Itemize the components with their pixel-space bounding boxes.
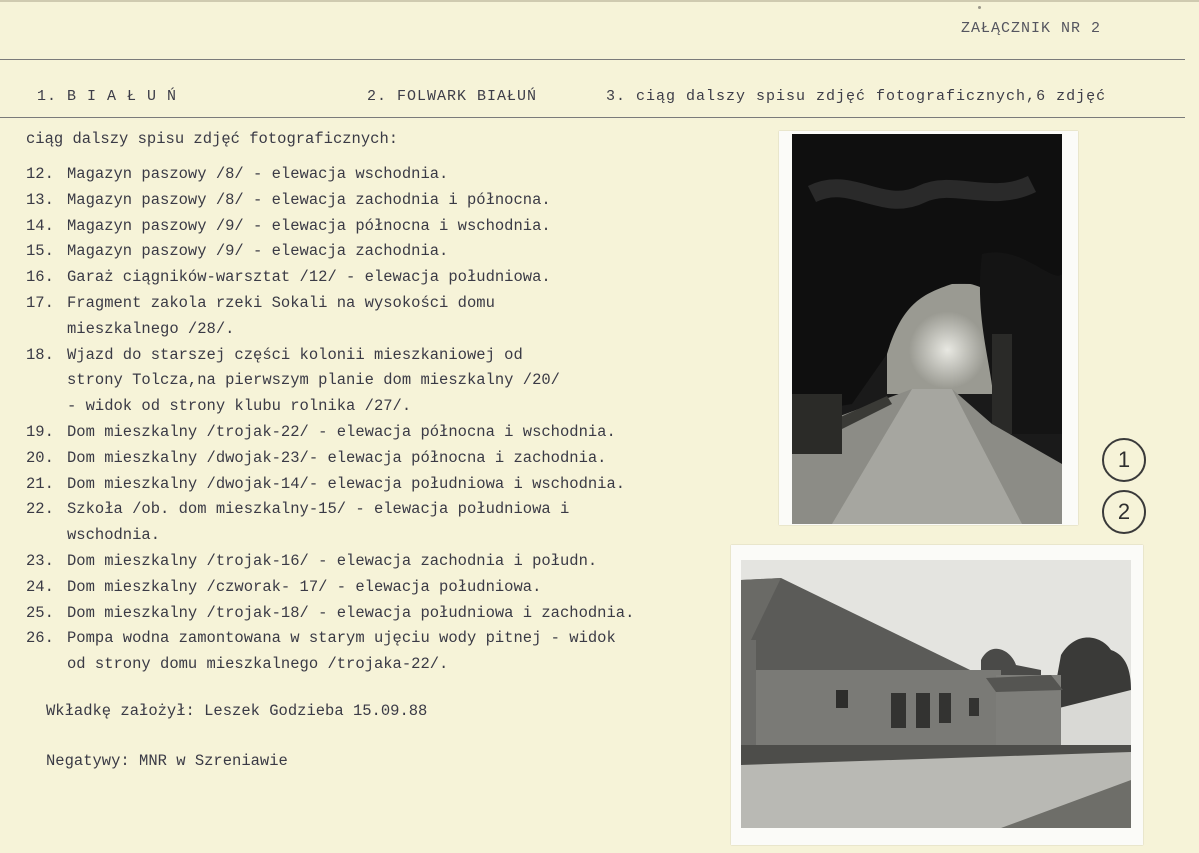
item-text: Dom mieszkalny /dwojak-23/- elewacja północna i zachodnia. bbox=[67, 448, 607, 467]
item-text: Pompa wodna zamontowana w starym ujęciu wody pitnej - widok od strony domu mieszkalnego /trojaka-22/. bbox=[67, 629, 616, 674]
item-number: 12. bbox=[26, 165, 54, 183]
item-number: 23. bbox=[26, 551, 54, 570]
list-item bbox=[26, 343, 634, 420]
photo-1-frame bbox=[779, 131, 1078, 525]
item-text: Wjazd do starszej części kolonii mieszkaniowej od strony Tolcza,na pierwszym planie dom mieszkalny /20/ - widok od strony klubu rolnika /27/. bbox=[67, 345, 560, 416]
list-item bbox=[26, 239, 634, 265]
photo-2-farm-buildings bbox=[741, 560, 1131, 828]
photo-label-2: 2 bbox=[1102, 490, 1146, 534]
header-location: 1. B I A Ł U Ń bbox=[37, 88, 178, 105]
list-item bbox=[26, 265, 634, 291]
item-text: Magazyn paszowy /8/ - elewacja wschodnia. bbox=[67, 165, 449, 183]
author-note: Wkładkę założył: Leszek Godzieba 15.09.88 bbox=[46, 702, 428, 720]
list-item bbox=[26, 575, 634, 601]
item-text: Dom mieszkalny /trojak-16/ - elewacja zachodnia i połudn. bbox=[67, 551, 598, 570]
list-item bbox=[26, 420, 634, 446]
photo-1-tree-lined-road bbox=[792, 134, 1062, 524]
list-item bbox=[26, 497, 634, 549]
list-item bbox=[26, 549, 634, 575]
item-number: 14. bbox=[26, 216, 54, 235]
list-item bbox=[26, 162, 634, 188]
list-item bbox=[26, 291, 634, 343]
item-text: Fragment zakola rzeki Sokali na wysokości domu mieszkalnego /28/. bbox=[67, 293, 495, 338]
item-number: 22. bbox=[26, 500, 54, 519]
punch-mark bbox=[978, 6, 981, 9]
item-text: Magazyn paszowy /8/ - elewacja zachodnia i północna. bbox=[67, 190, 551, 209]
negatives-note: Negatywy: MNR w Szreniawie bbox=[46, 752, 288, 770]
list-item bbox=[26, 446, 634, 472]
header-rule-bottom bbox=[0, 117, 1185, 118]
item-number: 20. bbox=[26, 448, 54, 467]
item-number: 13. bbox=[26, 190, 54, 209]
item-text: Dom mieszkalny /trojak-22/ - elewacja północna i wschodnia. bbox=[67, 422, 616, 441]
attachment-label: ZAŁĄCZNIK NR 2 bbox=[960, 20, 1101, 37]
item-number: 21. bbox=[26, 474, 54, 493]
card-top-edge bbox=[0, 0, 1199, 2]
header-rule-top bbox=[0, 59, 1185, 60]
header-description: 3. ciąg dalszy spisu zdjęć fotograficznych,6 zdjęć bbox=[606, 88, 1107, 105]
item-number: 15. bbox=[26, 242, 54, 261]
item-number: 26. bbox=[26, 629, 54, 648]
item-number: 24. bbox=[26, 577, 54, 596]
item-text: Szkoła /ob. dom mieszkalny-15/ - elewacja południowa i wschodnia. bbox=[67, 500, 570, 545]
list-item bbox=[26, 626, 634, 678]
photo-list bbox=[26, 162, 634, 678]
photo-label-1: 1 bbox=[1102, 438, 1146, 482]
item-text: Dom mieszkalny /czworak- 17/ - elewacja południowa. bbox=[67, 577, 542, 596]
list-item bbox=[26, 188, 634, 214]
item-text: Magazyn paszowy /9/ - elewacja północna i wschodnia. bbox=[67, 216, 551, 235]
item-text: Magazyn paszowy /9/ - elewacja zachodnia. bbox=[67, 242, 449, 261]
photo-2-frame bbox=[731, 545, 1143, 845]
list-intro: ciąg dalszy spisu zdjęć fotograficznych: bbox=[26, 130, 399, 148]
list-item bbox=[26, 214, 634, 240]
item-number: 19. bbox=[26, 422, 54, 441]
item-number: 16. bbox=[26, 268, 54, 287]
list-item bbox=[26, 472, 634, 498]
list-item bbox=[26, 601, 634, 627]
item-text: Dom mieszkalny /trojak-18/ - elewacja południowa i zachodnia. bbox=[67, 603, 635, 622]
item-text: Garaż ciągników-warsztat /12/ - elewacja południowa. bbox=[67, 268, 551, 287]
item-number: 17. bbox=[26, 293, 54, 312]
item-number: 18. bbox=[26, 345, 54, 364]
item-text: Dom mieszkalny /dwojak-14/- elewacja południowa i wschodnia. bbox=[67, 474, 626, 493]
header-object: 2. FOLWARK BIAŁUŃ bbox=[367, 88, 538, 105]
item-number: 25. bbox=[26, 603, 54, 622]
